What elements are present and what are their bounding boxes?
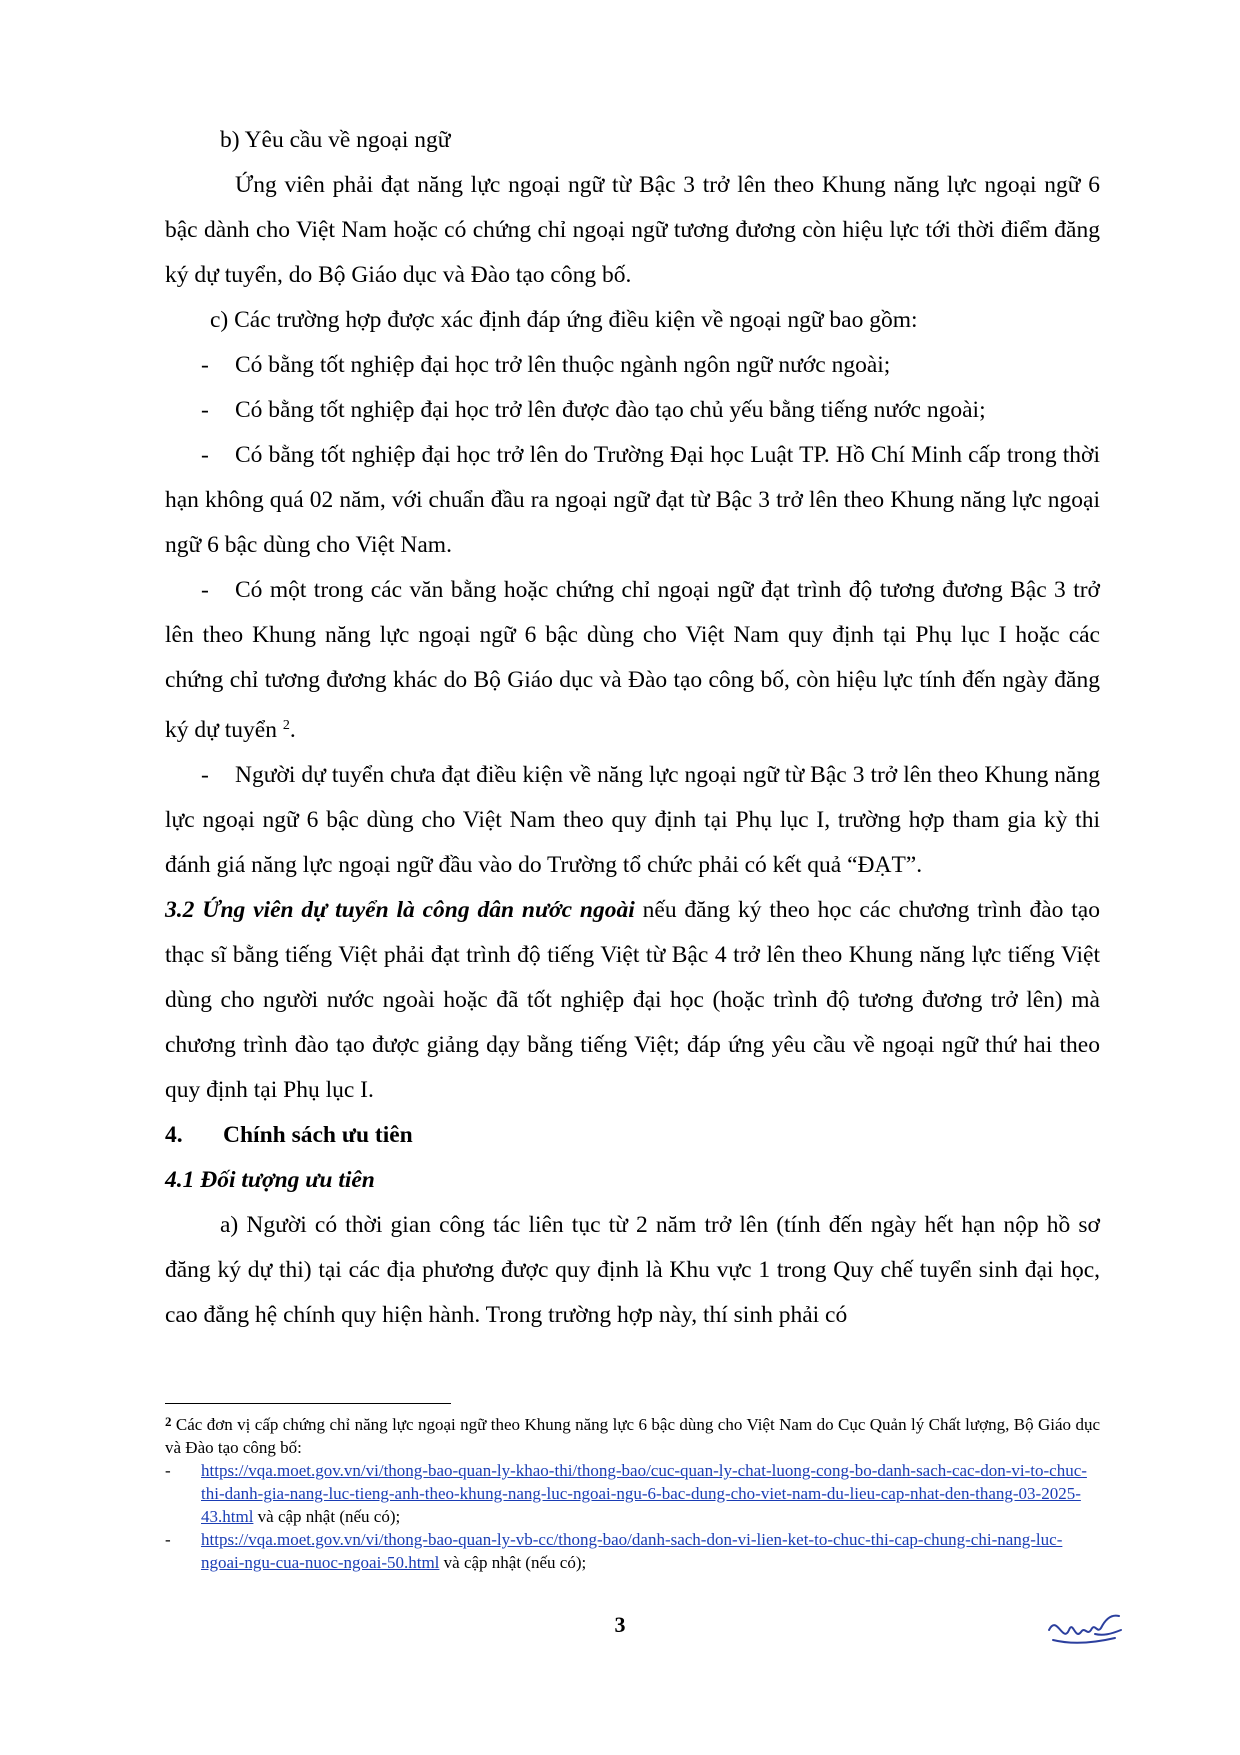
section-4-heading: 4. Chính sách ưu tiên <box>165 1122 413 1148</box>
footnote-link-1[interactable]: https://vqa.moet.gov.vn/vi/thong-bao-quan-ly-khao-thi/thong-bao/cuc-quan-ly-chat-luong-cong-bo-danh-sach-cac-don-vi-to-chuc-thi-danh-gia-nang-luc-tieng-anh-theo-khung-nang-luc-ngoai-ngu-6-bac-dung-cho-viet-nam-du-lieu-cap-nhat-den-thang-03-2025-43.html <box>201 1461 1087 1526</box>
list-item: - Người dự tuyển chưa đạt điều kiện về năng lực ngoại ngữ từ Bậc 3 trở lên theo Khung năng lực ngoại ngữ 6 bậc dùng cho Việt Nam theo quy định tại Phụ lục I, trường hợp tham gia kỳ thi đánh giá năng lực ngoại ngữ đầu vào do Trường tổ chức phải có kết quả “ĐẠT”. <box>165 762 1100 878</box>
footnote <box>165 1410 1100 1574</box>
footnote-link-item: - https://vqa.moet.gov.vn/vi/thong-bao-quan-ly-vb-cc/thong-bao/danh-sach-don-vi-lien-ket-to-chuc-thi-cap-chung-chi-nang-luc-ngoai-ngu-cua-nuoc-ngoai-50.html và cập nhật (nếu có); <box>165 1530 1063 1572</box>
section-b-heading: b) Yêu cầu về ngoại ngữ <box>220 127 451 153</box>
section-3-2-lead: 3.2 Ứng viên dự tuyển là công dân nước ngoài <box>165 897 635 923</box>
section-4-1-a: a) Người có thời gian công tác liên tục từ 2 năm trở lên (tính đến ngày hết hạn nộp hồ sơ đăng ký dự thi) tại các địa phương được quy định là Khu vực 1 trong Quy chế tuyển sinh đại học, cao đẳng hệ chính quy hiện hành. Trong trường hợp này, thí sinh phải có <box>165 1212 1100 1328</box>
section-3-2: 3.2 Ứng viên dự tuyển là công dân nước ngoài nếu đăng ký theo học các chương trình đào tạo thạc sĩ bằng tiếng Việt phải đạt trình độ tiếng Việt từ Bậc 4 trở lên theo Khung năng lực tiếng Việt dùng cho người nước ngoài hoặc đã tốt nghiệp đại học (hoặc trình độ tương đương trở lên) mà chương trình đào tạo được giảng dạy bằng tiếng Việt; đáp ứng yêu cầu về ngoại ngữ thứ hai theo quy định tại Phụ lục I. <box>165 897 1100 1103</box>
page-number: 3 <box>614 1612 626 1637</box>
section-4-1-heading: 4.1 Đối tượng ưu tiên <box>165 1167 375 1193</box>
section-b-text: Ứng viên phải đạt năng lực ngoại ngữ từ Bậc 3 trở lên theo Khung năng lực ngoại ngữ 6 bậc dành cho Việt Nam hoặc có chứng chỉ ngoại ngữ tương đương còn hiệu lực tới thời điểm đăng ký dự tuyển, do Bộ Giáo dục và Đào tạo công bố. <box>165 172 1100 288</box>
footnote-ref[interactable]: 2 <box>282 718 290 733</box>
footnote-text: $^2$ Các đơn vị cấp chứng chỉ năng lực ngoại ngữ theo Khung năng lực 6 bậc dùng cho Việt Nam do Cục Quản lý Chất lượng, Bộ Giáo dục và Đào tạo công bố: <box>165 1414 1100 1457</box>
list-item: - Có bằng tốt nghiệp đại học trở lên được đào tạo chủ yếu bằng tiếng nước ngoài; <box>201 397 986 423</box>
list-item: - Có bằng tốt nghiệp đại học trở lên do Trường Đại học Luật TP. Hồ Chí Minh cấp trong thời hạn không quá 02 năm, với chuẩn đầu ra ngoại ngữ đạt từ Bậc 3 trở lên theo Khung năng lực ngoại ngữ 6 bậc dùng cho Việt Nam. <box>165 442 1100 558</box>
footnote-link-2[interactable]: https://vqa.moet.gov.vn/vi/thong-bao-quan-ly-vb-cc/thong-bao/danh-sach-don-vi-lien-ket-to-chuc-thi-cap-chung-chi-nang-luc-ngoai-ngu-cua-nuoc-ngoai-50.html <box>201 1530 1063 1572</box>
section-c-heading: c) Các trường hợp được xác định đáp ứng điều kiện về ngoại ngữ bao gồm: <box>210 307 918 333</box>
list-item: - Có một trong các văn bằng hoặc chứng chỉ ngoại ngữ đạt trình độ tương đương Bậc 3 trở lên theo Khung năng lực ngoại ngữ 6 bậc dùng cho Việt Nam quy định tại Phụ lục I hoặc các chứng chỉ tương đương khác do Bộ Giáo dục và Đào tạo công bố, còn hiệu lực tính đến ngày đăng ký dự tuyển $^2$. <box>165 577 1100 743</box>
list-item: - Có bằng tốt nghiệp đại học trở lên thuộc ngành ngôn ngữ nước ngoài; <box>201 352 891 378</box>
signature-icon <box>1045 1600 1125 1648</box>
footnote-divider <box>165 1403 451 1404</box>
footnote-link-item: - https://vqa.moet.gov.vn/vi/thong-bao-quan-ly-khao-thi/thong-bao/cuc-quan-ly-chat-luong-cong-bo-danh-sach-cac-don-vi-to-chuc-thi-danh-gia-nang-luc-tieng-anh-theo-khung-nang-luc-ngoai-ngu-6-bac-dung-cho-viet-nam-du-lieu-cap-nhat-den-thang-03-2025-43.html và cập nhật (nếu có); <box>165 1461 1087 1526</box>
document-body <box>165 118 1100 1338</box>
footnote-marker: 2 <box>165 1414 172 1429</box>
